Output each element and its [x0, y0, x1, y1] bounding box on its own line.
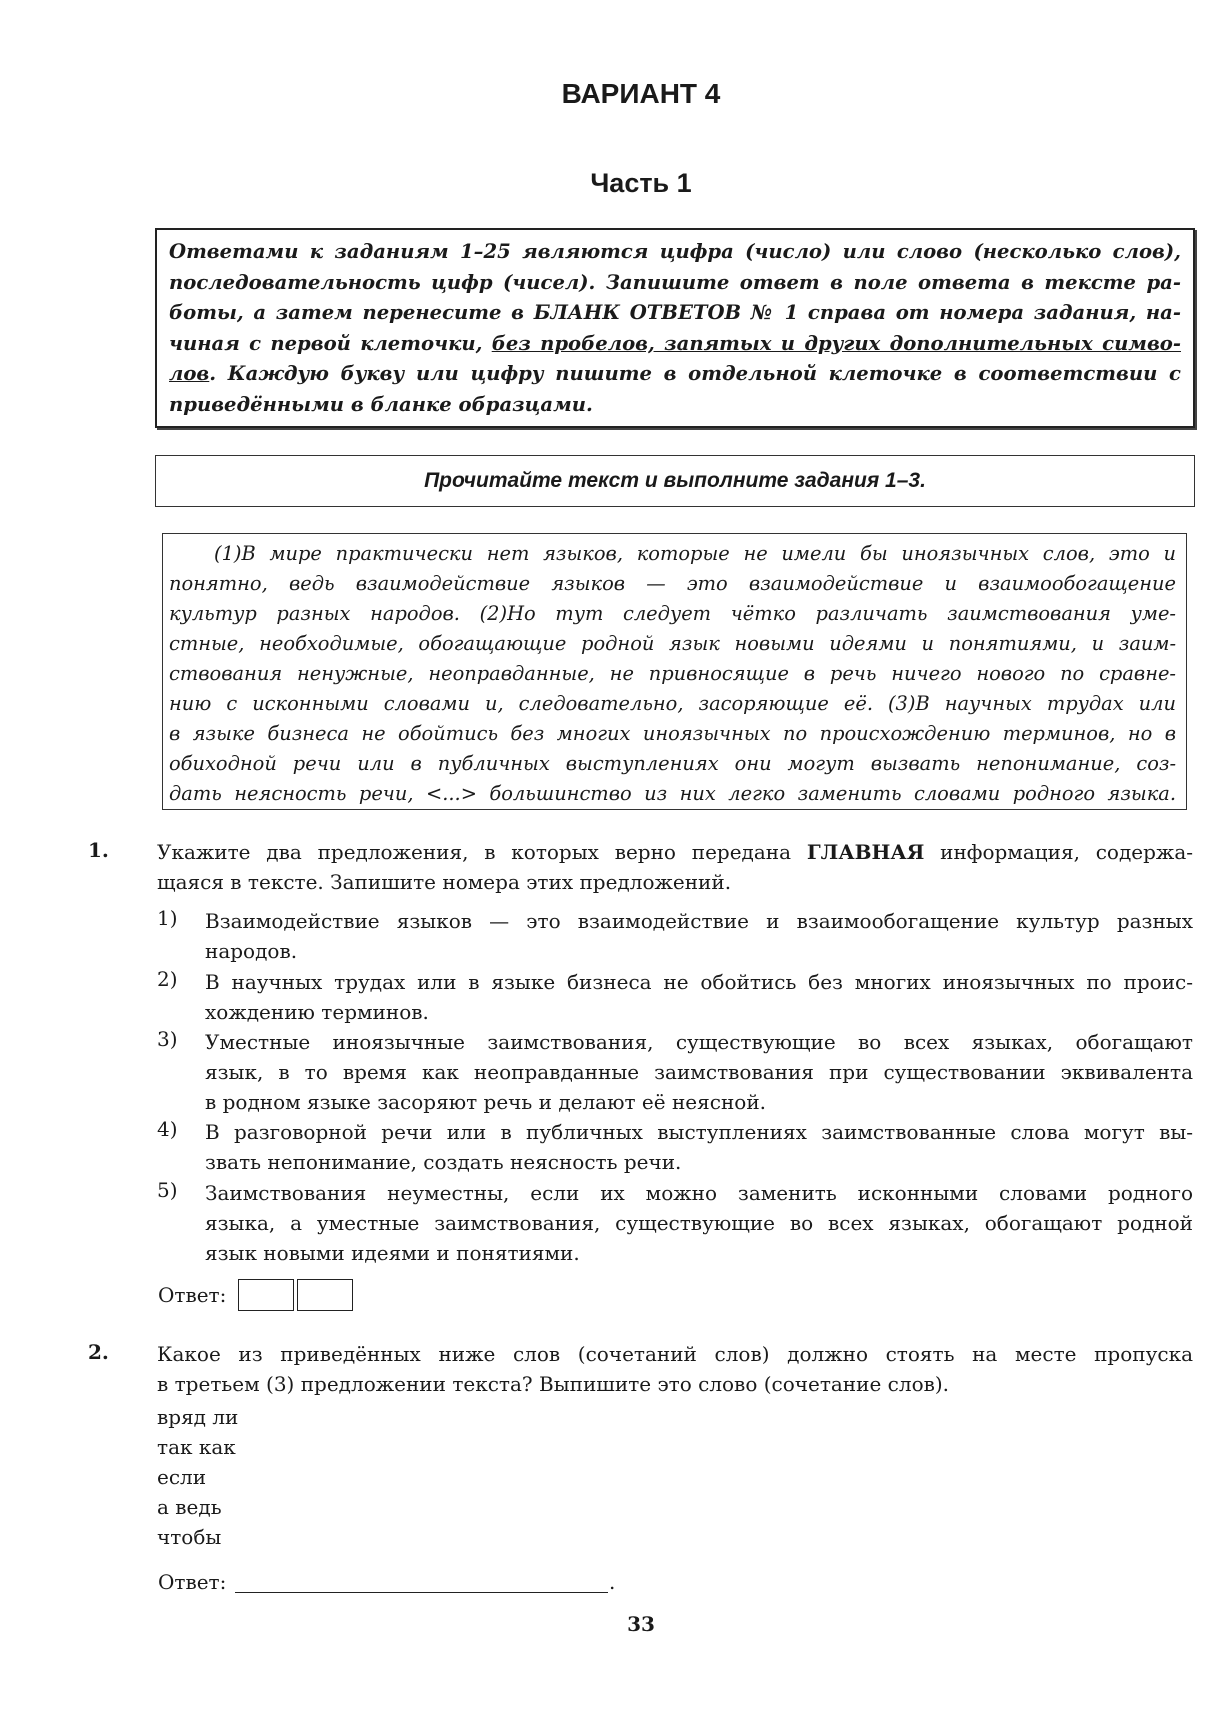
option-text: народов.: [205, 939, 298, 963]
option-text: Уместные иноязычные заимствования, существующие во всех языках, обогащают: [205, 1030, 1193, 1054]
question-1-text: [157, 837, 1193, 867]
option-number: 1): [157, 906, 178, 930]
read-prompt-box: Прочитайте текст и выполните задания 1–3.: [155, 455, 1195, 507]
question-2-text: Какое из приведённых ниже слов (сочетаний слов) должно стоять на месте пропуска: [157, 1342, 1193, 1366]
answer-cell[interactable]: [297, 1279, 353, 1311]
page-number: 33: [627, 1612, 655, 1636]
option-text: Взаимодействие языков — это взаимодействие и взаимообогащение культур разных: [205, 909, 1193, 933]
answer-end-dot: .: [609, 1570, 616, 1594]
reading-text-line: понятно, ведь взаимодействие языков — это взаимодействие и взаимообогащение: [169, 572, 1176, 595]
answer-label: Ответ:: [158, 1283, 227, 1307]
reading-text-line: стные, необходимые, обогащающие родной язык новыми идеями и понятиями, и заим-: [169, 632, 1176, 655]
word-option: чтобы: [157, 1525, 222, 1549]
instructions-line: [169, 329, 1181, 360]
instructions-line: боты, а затем перенесите в БЛАНК ОТВЕТОВ № 1 справа от номера задания, на-: [169, 301, 1181, 324]
instructions-underlined: без пробелов, запятых и других дополнительных симво-: [491, 331, 1181, 355]
word-option: если: [157, 1465, 207, 1489]
answer-cell[interactable]: [238, 1279, 294, 1311]
question-1-emphasis: ГЛАВНАЯ: [806, 840, 925, 864]
option-number: 2): [157, 967, 178, 991]
question-1-text: щаяся в тексте. Запишите номера этих предложений.: [157, 870, 732, 894]
option-number: 5): [157, 1178, 178, 1202]
reading-text-line: нию с исконными словами и, следовательно, засоряющие её. (3)В научных трудах или: [169, 692, 1176, 715]
instructions-line: приведёнными в бланке образцами.: [169, 392, 593, 416]
option-text: В разговорной речи или в публичных выступлениях заимствованные слова могут вы-: [205, 1120, 1193, 1144]
option-text: в родном языке засоряют речь и делают её неясной.: [205, 1090, 767, 1114]
instructions-line: Ответами к заданиям 1–25 являются цифра (число) или слово (несколько слов),: [169, 240, 1181, 263]
word-option: так как: [157, 1435, 236, 1459]
option-number: 4): [157, 1117, 178, 1141]
instructions-box: [155, 228, 1195, 428]
option-text: звать непонимание, создать неясность речи.: [205, 1150, 682, 1174]
reading-text-line: ствования ненужные, неоправданные, не привносящие в речь ничего нового по сравне-: [169, 662, 1176, 685]
instructions-line: последовательность цифр (чисел). Запишите ответ в поле ответа в тексте ра-: [169, 270, 1181, 294]
reading-text-box: [162, 533, 1187, 810]
word-option: вряд ли: [157, 1405, 239, 1429]
instructions-text: чиная с первой клеточки,: [169, 331, 492, 355]
option-text: хождению терминов.: [205, 1000, 429, 1024]
option-text: Заимствования неуместны, если их можно заменить исконными словами родного: [205, 1181, 1193, 1205]
instructions-underlined: лов: [169, 362, 210, 385]
option-text: язык новыми идеями и понятиями.: [205, 1241, 580, 1265]
reading-text-line: в языке бизнеса не обойтись без многих иноязычных по происхождению терминов, но в: [169, 722, 1176, 745]
question-2-number: 2.: [88, 1340, 109, 1364]
question-2-text: в третьем (3) предложении текста? Выпишите это слово (сочетание слов).: [157, 1372, 950, 1396]
instructions-text: . Каждую букву или цифру пишите в отдельной клеточке в соответствии с: [209, 362, 1181, 385]
answer-label: Ответ:: [158, 1570, 227, 1594]
part-title: Часть 1: [590, 168, 692, 198]
question-1-text-c: информация, содержа-: [924, 840, 1193, 864]
option-number: 3): [157, 1027, 178, 1051]
option-text: язык, в то время как неоправданные заимствования при существовании эквивалента: [205, 1060, 1193, 1084]
option-text: В научных трудах или в языке бизнеса не обойтись без многих иноязычных по проис-: [205, 970, 1193, 994]
question-1-number: 1.: [88, 838, 109, 862]
instructions-line: [169, 359, 1181, 390]
reading-text-line: обиходной речи или в публичных выступлениях они могут вызвать непонимание, соз-: [169, 752, 1176, 775]
reading-text-line: культур разных народов. (2)Но тут следует чётко различать заимствования уме-: [169, 602, 1176, 625]
option-text: языка, а уместные заимствования, существующие во всех языках, обогащают родной: [205, 1211, 1193, 1235]
variant-title: ВАРИАНТ 4: [561, 78, 721, 109]
reading-text-line: дать неясность речи, <...> большинство из них легко заменить словами родного языка.: [169, 782, 1176, 805]
question-1-text-a: Укажите два предложения, в которых верно передана: [157, 840, 807, 864]
word-option: а ведь: [157, 1495, 222, 1519]
reading-text-line: (1)В мире практически нет языков, которые не имели бы иноязычных слов, это и: [214, 542, 1176, 565]
answer-line[interactable]: [235, 1592, 608, 1593]
